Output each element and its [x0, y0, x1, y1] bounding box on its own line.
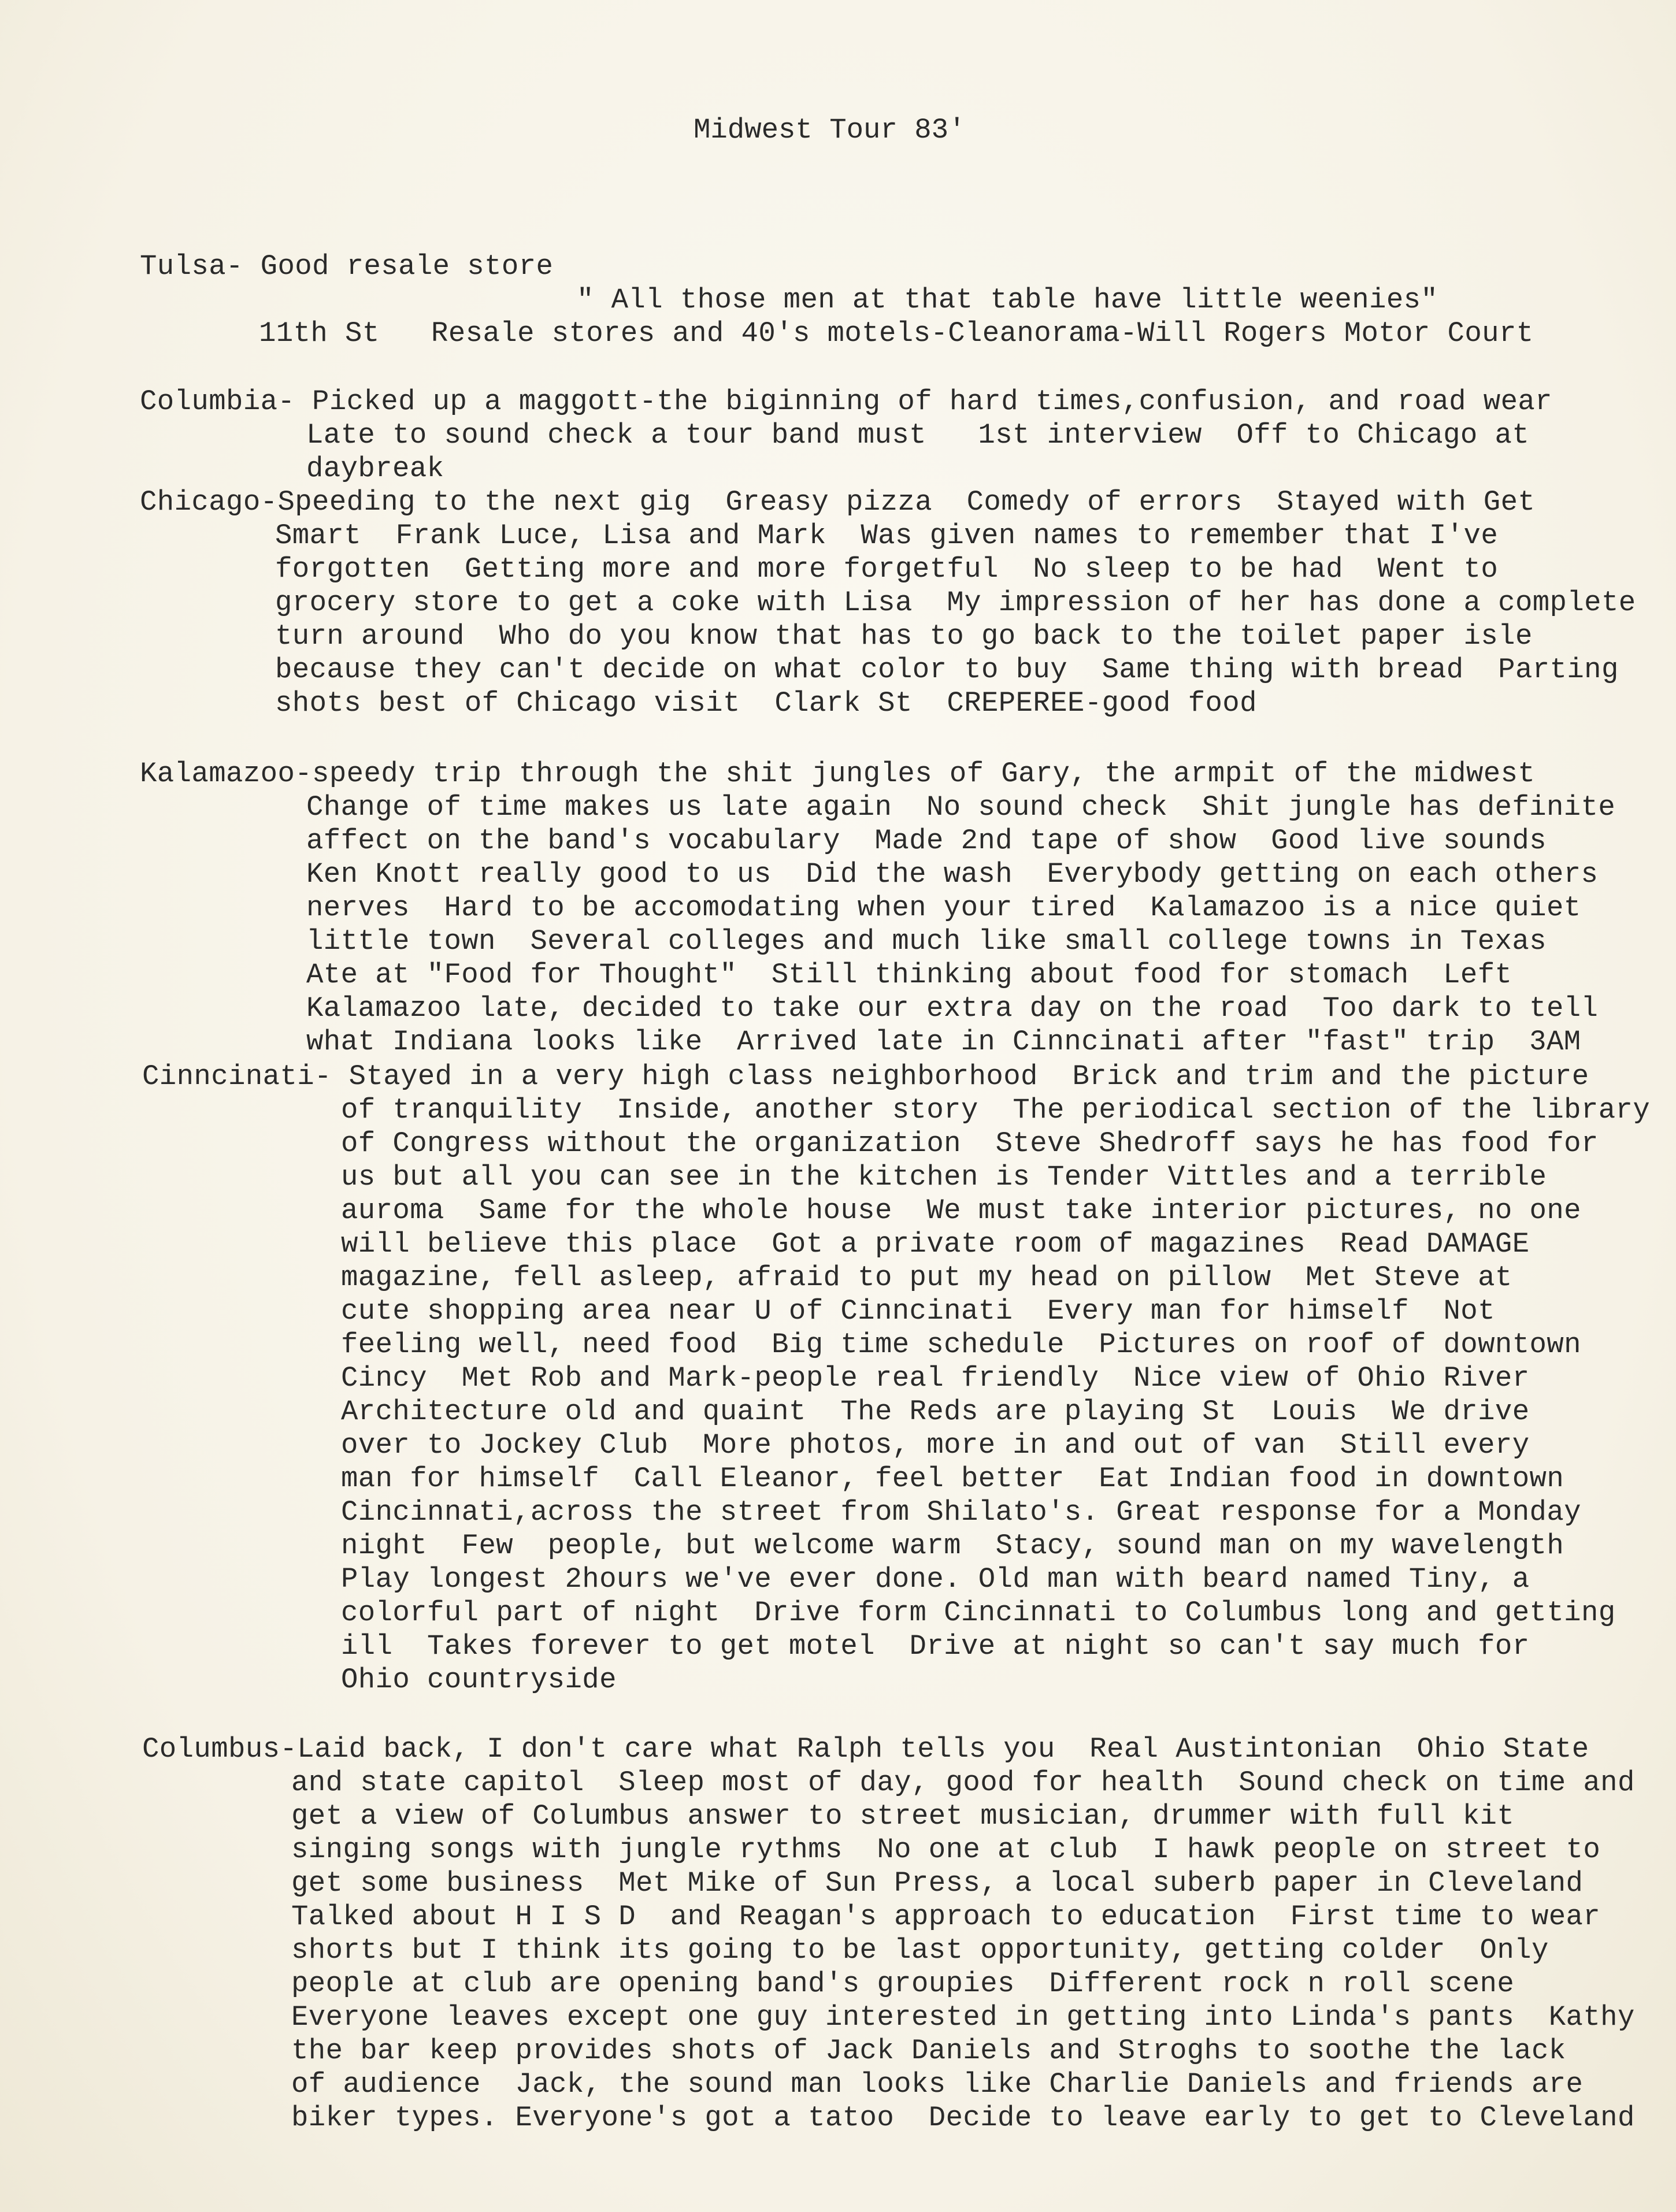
text-line: Smart Frank Luce, Lisa and Mark Was given names to remember that I've: [275, 519, 1499, 552]
text-line: over to Jockey Club More photos, more in and out of van Still every: [341, 1429, 1530, 1461]
text-line: auroma Same for the whole house We must take interior pictures, no one: [341, 1194, 1581, 1227]
text-line: Cincinnati,across the street from Shilato's. Great response for a Monday: [341, 1496, 1581, 1528]
text-line: singing songs with jungle rythms No one at club I hawk people on street to: [291, 1834, 1601, 1866]
text-line: 11th St Resale stores and 40's motels-Cleanorama-Will Rogers Motor Court: [259, 317, 1534, 350]
text-line: Columbia- Picked up a maggott-the biginning of hard times,confusion, and road wear: [140, 385, 1552, 418]
text-line: biker types. Everyone's got a tatoo Decide to leave early to get to Cleveland: [291, 2102, 1635, 2134]
text-line: people at club are opening band's groupies Different rock n roll scene: [291, 1968, 1515, 2000]
text-line: Talked about H I S D and Reagan's approach to education First time to wear: [291, 1901, 1601, 1933]
document-title: Midwest Tour 83': [694, 114, 966, 146]
text-line: us but all you can see in the kitchen is Tender Vittles and a terrible: [341, 1161, 1547, 1193]
text-line: of Congress without the organization Steve Shedroff says he has food for: [341, 1127, 1599, 1160]
text-line: shots best of Chicago visit Clark St CREPEREE-good food: [275, 687, 1257, 719]
text-line: Late to sound check a tour band must 1st interview Off to Chicago at: [306, 419, 1530, 451]
text-line: what Indiana looks like Arrived late in Cinncinati after "fast" trip 3AM: [306, 1026, 1581, 1058]
text-line: night Few people, but welcome warm Stacy, sound man on my wavelength: [341, 1530, 1564, 1562]
text-line: Architecture old and quaint The Reds are playing St Louis We drive: [341, 1396, 1530, 1428]
text-line: Ohio countryside: [341, 1664, 617, 1696]
text-line: colorful part of night Drive form Cincinnati to Columbus long and getting: [341, 1597, 1616, 1629]
text-line: forgotten Getting more and more forgetful No sleep to be had Went to: [275, 553, 1499, 585]
text-line: Chicago-Speeding to the next gig Greasy pizza Comedy of errors Stayed with Get: [140, 486, 1536, 518]
text-line: of audience Jack, the sound man looks like Charlie Daniels and friends are: [291, 2068, 1584, 2100]
text-line: little town Several colleges and much like small college towns in Texas: [306, 925, 1547, 957]
text-line: ill Takes forever to get motel Drive at night so can't say much for: [341, 1630, 1530, 1662]
text-line: the bar keep provides shots of Jack Daniels and Stroghs to soothe the lack: [291, 2035, 1566, 2067]
text-line: magazine, fell asleep, afraid to put my head on pillow Met Steve at: [341, 1261, 1512, 1294]
text-line: of tranquility Inside, another story The periodical section of the library: [341, 1094, 1651, 1126]
text-line: because they can't decide on what color to buy Same thing with bread Parting: [275, 654, 1619, 686]
text-line: cute shopping area near U of Cinncinati Every man for himself Not: [341, 1295, 1495, 1327]
text-line: get some business Met Mike of Sun Press, a local suberb paper in Cleveland: [291, 1867, 1584, 1899]
text-line: Change of time makes us late again No sound check Shit jungle has definite: [306, 791, 1616, 823]
text-line: man for himself Call Eleanor, feel better Eat Indian food in downtown: [341, 1463, 1564, 1495]
text-line: Cincy Met Rob and Mark-people real friendly Nice view of Ohio River: [341, 1362, 1530, 1394]
text-line: feeling well, need food Big time schedule Pictures on roof of downtown: [341, 1328, 1581, 1361]
text-line: Cinncinati- Stayed in a very high class neighborhood Brick and trim and the picture: [142, 1060, 1589, 1093]
text-line: Kalamazoo-speedy trip through the shit jungles of Gary, the armpit of the midwest: [140, 758, 1536, 790]
text-line: get a view of Columbus answer to street musician, drummer with full kit: [291, 1800, 1515, 1832]
text-line: Tulsa- Good resale store: [140, 250, 554, 283]
text-line: turn around Who do you know that has to go back to the toilet paper isle: [275, 620, 1533, 652]
text-line: Ken Knott really good to us Did the wash Everybody getting on each others: [306, 858, 1599, 890]
text-line: and state capitol Sleep most of day, good for health Sound check on time and: [291, 1766, 1635, 1799]
text-line: shorts but I think its going to be last opportunity, getting colder Only: [291, 1934, 1549, 1966]
text-line: Columbus-Laid back, I don't care what Ralph tells you Real Austintonian Ohio State: [142, 1733, 1589, 1765]
text-line: Everyone leaves except one guy interested in getting into Linda's pants Kathy: [291, 2001, 1635, 2033]
text-line: Ate at "Food for Thought" Still thinking about food for stomach Left: [306, 959, 1512, 991]
text-line: daybreak: [306, 452, 444, 485]
text-line: will believe this place Got a private room of magazines Read DAMAGE: [341, 1228, 1530, 1260]
text-line: nerves Hard to be accomodating when your tired Kalamazoo is a nice quiet: [306, 892, 1581, 924]
text-line: affect on the band's vocabulary Made 2nd tape of show Good live sounds: [306, 825, 1547, 857]
text-line: Play longest 2hours we've ever done. Old man with beard named Tiny, a: [341, 1563, 1530, 1595]
text-line: Kalamazoo late, decided to take our extra day on the road Too dark to tell: [306, 992, 1599, 1025]
text-line: " All those men at that table have little weenies": [577, 284, 1438, 316]
text-line: grocery store to get a coke with Lisa My impression of her has done a complete: [275, 587, 1636, 619]
